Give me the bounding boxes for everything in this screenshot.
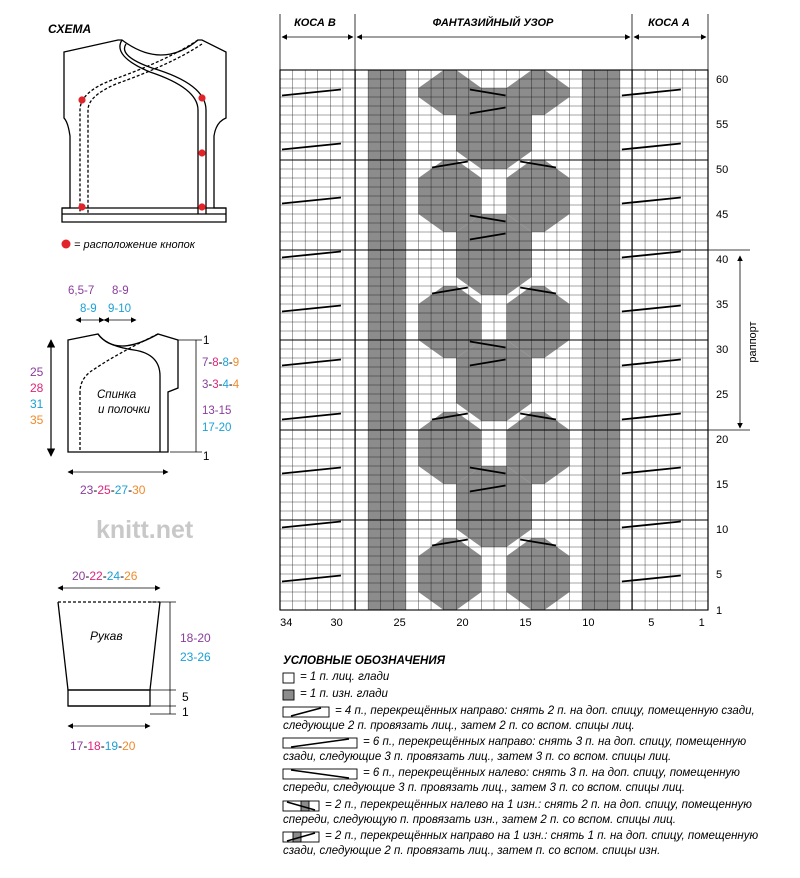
svg-text:13-15: 13-15 (202, 405, 232, 417)
col-label: 34 (280, 617, 293, 629)
legend-cable4-text: = 4 п., перекрещённых направо: снять 2 п. на доп. спицу, помещенную сзади, (335, 705, 755, 717)
schema-garment (62, 40, 226, 222)
col-label: 15 (519, 617, 532, 629)
svg-text:8-9: 8-9 (80, 303, 97, 315)
row-label: 10 (716, 524, 729, 536)
row-label: 5 (716, 569, 723, 581)
col-label: 10 (582, 617, 595, 629)
legend-cable6-left-cont: спереди, следующие 3 п. провязать лиц., затем 3 п. со вспом. спицы лиц. (283, 782, 686, 794)
legend-knit-symbol (283, 673, 294, 683)
col-label: 5 (648, 617, 655, 629)
svg-text:1: 1 (203, 451, 210, 463)
sleeve-length-numbers (180, 631, 211, 719)
legend-cross-left-purl-text: = 2 п., перекрещённых налево на 1 изн.: снять 2 п. на доп. спицу, помещенную (325, 799, 752, 811)
legend-cross-right-purl-text: = 2 п., перекрещённых направо на 1 изн.: снять 1 п. на доп. спицу, помещенную (325, 830, 759, 842)
row-label: 60 (716, 74, 729, 86)
knitting-chart (280, 70, 708, 610)
schema-title: СХЕМА (48, 22, 92, 36)
back-right-dims (170, 340, 202, 452)
chart-row-labels (708, 74, 750, 617)
legend-cable6-left-text: = 6 п., перекрещённых налево: снять 3 п. на доп. спицу, помещенную (363, 767, 740, 779)
legend-knit-text: = 1 п. лиц. глади (300, 671, 390, 683)
svg-text:9-10: 9-10 (108, 303, 132, 315)
legend-cable4-symbol (283, 707, 329, 717)
svg-text:35: 35 (30, 413, 44, 427)
legend-purl-text: = 1 п. изн. глади (300, 688, 388, 700)
back-width-numbers: 23-25-27-30 (80, 483, 146, 497)
legend-cross-right-purl-cont: сзади, следующие 2 п. провязать лиц., затем п. со вспом. спицы изн. (283, 845, 661, 857)
svg-text:18-20: 18-20 (180, 631, 211, 645)
row-label: 40 (716, 254, 729, 266)
row-label: 35 (716, 299, 729, 311)
button-legend-text: = расположение кнопок (74, 239, 195, 251)
legend-cable6-right-cont: сзади, следующие 3 п. провязать лиц., затем 3 п. со вспом. спицы лиц. (283, 751, 672, 763)
col-label: 25 (393, 617, 406, 629)
watermark: knitt.net (96, 516, 194, 544)
button-markers (78, 94, 205, 210)
back-label-line2: и полочки (98, 404, 151, 416)
sleeve-piece (58, 602, 160, 706)
svg-text:1: 1 (182, 705, 189, 719)
button-legend-icon (62, 240, 71, 249)
legend-cable6-left-symbol (283, 769, 357, 779)
col-label: 30 (330, 617, 343, 629)
svg-text:5: 5 (182, 690, 189, 704)
row-label: 25 (716, 389, 729, 401)
row-label: 15 (716, 479, 729, 491)
svg-text:7-8-8-9: 7-8-8-9 (202, 357, 240, 369)
legend-cable6-right-symbol (283, 738, 357, 748)
legend-title: УСЛОВНЫЕ ОБОЗНАЧЕНИЯ (283, 655, 445, 667)
row-label: 1 (716, 605, 723, 617)
header-fancy-pattern: ФАНТАЗИЙНЫЙ УЗОР (432, 17, 554, 29)
svg-text:25: 25 (30, 365, 44, 379)
svg-text:28: 28 (30, 381, 44, 395)
legend-purl-symbol (283, 690, 294, 700)
legend-cross-left-purl-cont: спереди, следующую п. провязать изн., затем 2 п. со вспом. спицы лиц. (283, 814, 676, 826)
svg-text:23-26: 23-26 (180, 650, 211, 664)
col-label: 20 (456, 617, 469, 629)
legend-cable6-right-text: = 6 п., перекрещённых направо: снять 3 п. на доп. спицу, помещенную (363, 736, 747, 748)
legend-cable4-cont: следующие 2 п. провязать лиц., затем 2 п. со вспом. спицы лиц. (283, 720, 635, 732)
back-label-line1: Спинка (97, 389, 137, 401)
back-height-numbers (30, 365, 44, 427)
svg-text:31: 31 (30, 397, 44, 411)
row-label: 55 (716, 119, 729, 131)
svg-text:3-3-4-4: 3-3-4-4 (202, 379, 240, 391)
sleeve-label: Рукав (90, 629, 123, 643)
col-label: 1 (698, 617, 705, 629)
sleeve-bottom-width: 17-18-19-20 (70, 739, 136, 753)
repeat-label: раппорт (747, 321, 759, 363)
sleeve-top-width: 20-22-24-26 (72, 569, 138, 583)
svg-text:6,5-7: 6,5-7 (68, 285, 95, 297)
row-label: 50 (716, 164, 729, 176)
legend-cross-right-purl-symbol (283, 832, 319, 842)
row-label: 30 (716, 344, 729, 356)
header-kosa-b: КОСА В (294, 17, 336, 29)
chart-col-labels (280, 617, 705, 629)
svg-text:1: 1 (203, 335, 210, 347)
legend-cross-left-purl-symbol (283, 801, 319, 811)
back-neck-numbers (68, 285, 131, 315)
row-label: 20 (716, 434, 729, 446)
header-kosa-a: КОСА А (648, 17, 690, 29)
row-label: 45 (716, 209, 729, 221)
back-right-numbers (202, 335, 240, 463)
svg-text:8-9: 8-9 (112, 285, 129, 297)
svg-text:17-20: 17-20 (202, 422, 232, 434)
